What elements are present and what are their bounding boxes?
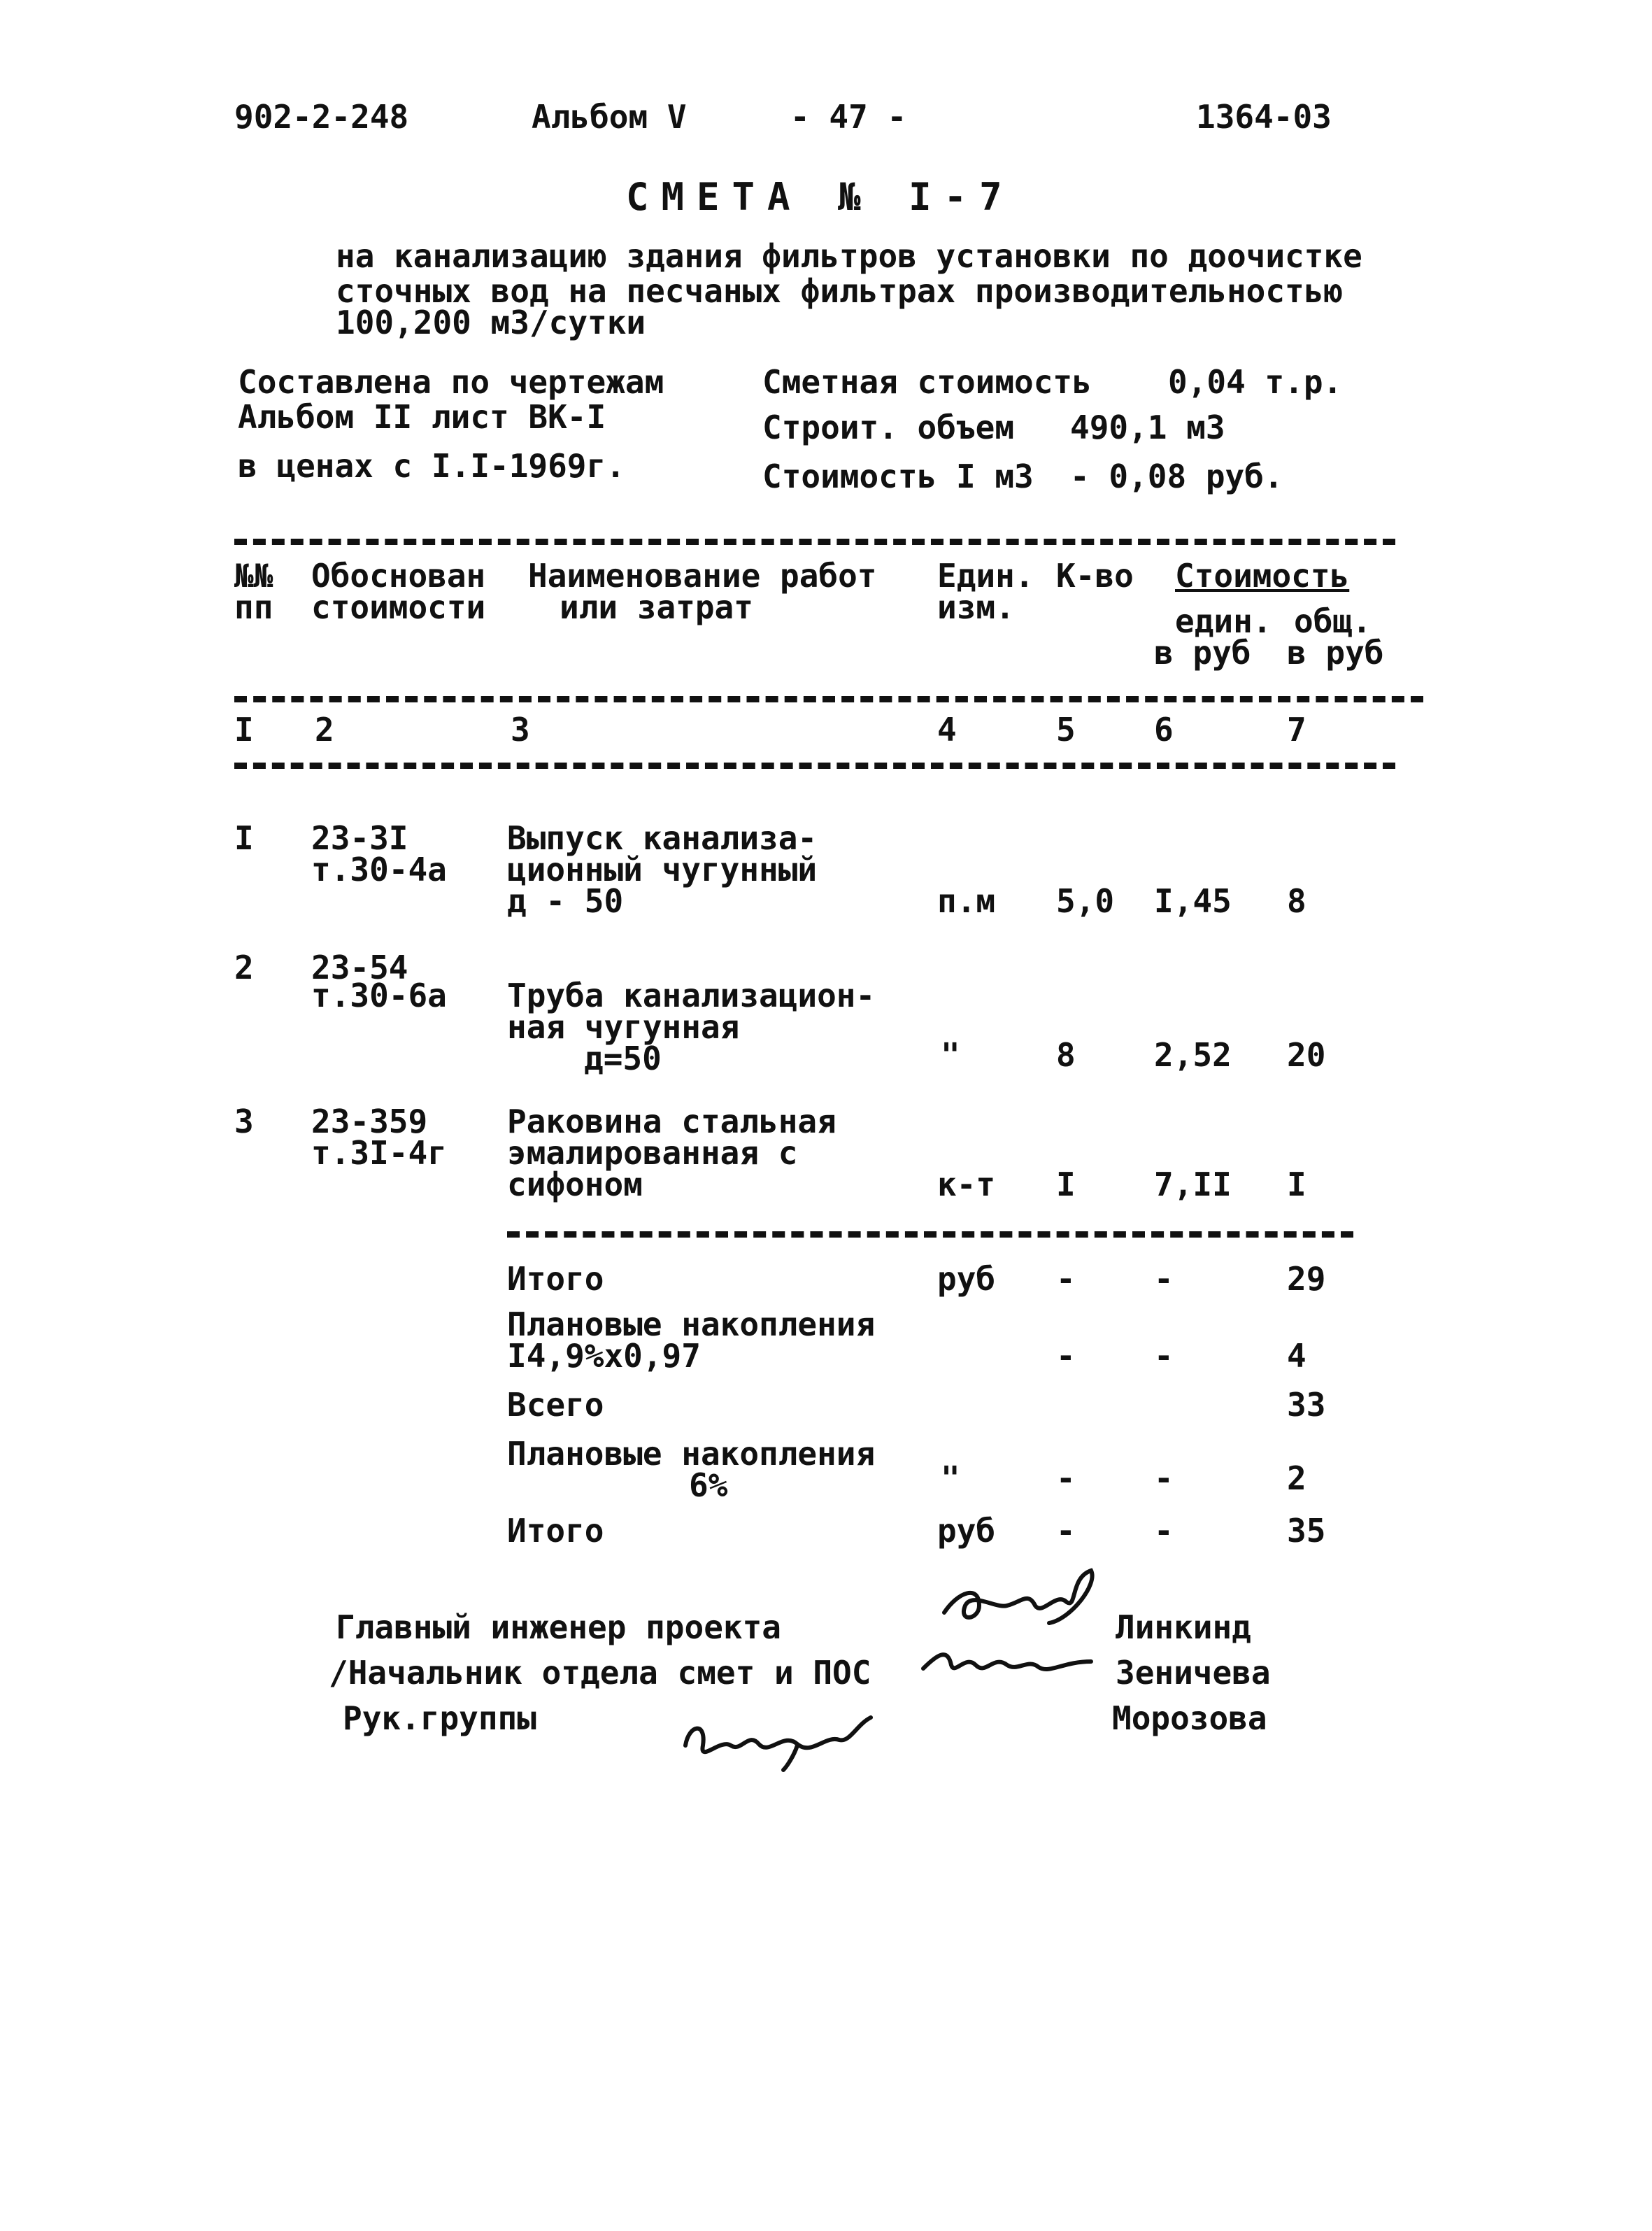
row-name: ная чугунная [507,1008,740,1046]
row-name: Выпуск канализа- [507,819,818,857]
row-unit: п.м [937,882,996,920]
row-basis: т.30-4а [311,851,447,888]
summary-name: Всего [507,1386,604,1424]
row-total: I [1287,1166,1306,1203]
summary-name: Итого [507,1260,604,1298]
row-name: Труба канализацион- [507,977,876,1014]
summary-total: 33 [1287,1386,1326,1424]
row-price: 2,52 [1154,1036,1232,1074]
row-basis: 23-359 [311,1103,428,1140]
drawing-ref: Альбом II лист ВК-I [238,398,606,436]
signature-name: Зеничева [1116,1654,1271,1692]
unit-cost-value: - 0,08 руб. [1070,458,1283,495]
divider [234,696,1423,702]
summary-total: 2 [1287,1459,1306,1497]
row-number: 3 [234,1103,254,1140]
col-header-basis-1: Обоснован [311,557,486,595]
summary-name: 6% [689,1466,728,1504]
subtitle-line-2: сточных вод на песчаных фильтрах производительностью [336,272,1344,310]
signature-role: Главный инженер проекта [336,1608,781,1646]
col-header-unit-price-2: в руб [1154,634,1251,672]
col-header-qty: К-во [1056,557,1134,595]
summary-qty: - [1056,1337,1076,1375]
row-basis: т.30-6а [311,977,447,1014]
row-total: 20 [1287,1036,1326,1074]
row-total: 8 [1287,882,1306,920]
summary-qty: - [1056,1459,1076,1497]
estimated-cost-label: Сметная стоимость [762,363,1092,401]
estimated-cost-value: 0,04 т.р. [1168,363,1343,401]
row-basis: т.3I-4г [311,1134,447,1172]
summary-price: - [1154,1337,1174,1375]
row-name: ционный чугунный [507,851,818,888]
building-volume-value: 490,1 м3 [1070,409,1225,446]
row-name: д=50 [584,1040,662,1077]
subtitle-line-1: на канализацию здания фильтров установки по доочистке [336,237,1362,275]
summary-total: 29 [1287,1260,1326,1298]
compiled-from: Составлена по чертежам [238,363,664,401]
row-qty: 8 [1056,1036,1076,1074]
col-number: 3 [511,711,530,749]
col-number: 5 [1056,711,1076,749]
col-header-name-2: или затрат [560,588,753,626]
summary-unit: руб [937,1260,996,1298]
summary-name: Плановые накопления [507,1435,876,1473]
handwritten-signature [671,1697,881,1773]
row-unit: " [941,1036,960,1074]
col-header-unit-price-1: един. [1175,602,1272,640]
col-header-unit-1: Един. [937,557,1034,595]
page-number: - 47 - [790,98,907,136]
summary-qty: - [1056,1260,1076,1298]
row-price: 7,II [1154,1166,1232,1203]
building-volume-label: Строит. объем [762,409,1015,446]
row-qty: 5,0 [1056,882,1115,920]
handwritten-signature [916,1634,1098,1690]
row-basis: 23-54 [311,949,408,986]
price-basis: в ценах с I.I-1969г. [238,447,625,485]
divider [507,1231,1353,1238]
row-name: эмалированная с [507,1134,798,1172]
summary-unit: " [941,1459,960,1497]
row-name: д - 50 [507,882,624,920]
subtitle-line-3: 100,200 м3/сутки [336,304,646,341]
summary-name: Плановые накопления [507,1305,876,1343]
summary-price: - [1154,1512,1174,1550]
summary-name: I4,9%x0,97 [507,1337,701,1375]
document-number: 1364-03 [1196,98,1332,136]
estimate-title: СМЕТА № I-7 [626,175,1015,219]
project-code: 902-2-248 [234,98,409,136]
signature-name: Линкинд [1116,1608,1251,1646]
col-header-cost: Стоимость [1175,557,1350,595]
album-label: Альбом V [532,98,687,136]
row-name: сифоном [507,1166,643,1203]
row-basis: 23-3I [311,819,408,857]
row-number: 2 [234,949,254,986]
col-header-total-2: в руб [1287,634,1384,672]
summary-total: 35 [1287,1512,1326,1550]
col-number: I [234,711,254,749]
summary-name: Итого [507,1512,604,1550]
row-unit: к-т [937,1166,996,1203]
divider [234,539,1395,545]
col-header-total-1: общ. [1294,602,1372,640]
signature-name: Морозова [1112,1699,1267,1737]
col-number: 6 [1154,711,1174,749]
col-number: 2 [315,711,334,749]
col-header-num-2: пп [234,588,273,626]
row-number: I [234,819,254,857]
col-header-unit-2: изм. [937,588,1015,626]
col-header-num-1: №№ [234,557,273,595]
row-qty: I [1056,1166,1076,1203]
col-header-name-1: Наименование работ [528,557,877,595]
summary-total: 4 [1287,1337,1306,1375]
col-number: 7 [1287,711,1306,749]
divider [234,763,1395,769]
row-price: I,45 [1154,882,1232,920]
summary-unit: руб [937,1512,996,1550]
unit-cost-label: Стоимость I м3 [762,458,1034,495]
signature-role: Рук.группы [343,1699,536,1737]
col-number: 4 [937,711,957,749]
col-header-basis-2: стоимости [311,588,486,626]
signature-role: /Начальник отдела смет и ПОС [329,1654,871,1692]
summary-price: - [1154,1260,1174,1298]
summary-price: - [1154,1459,1174,1497]
summary-qty: - [1056,1512,1076,1550]
row-name: Раковина стальная [507,1103,836,1140]
